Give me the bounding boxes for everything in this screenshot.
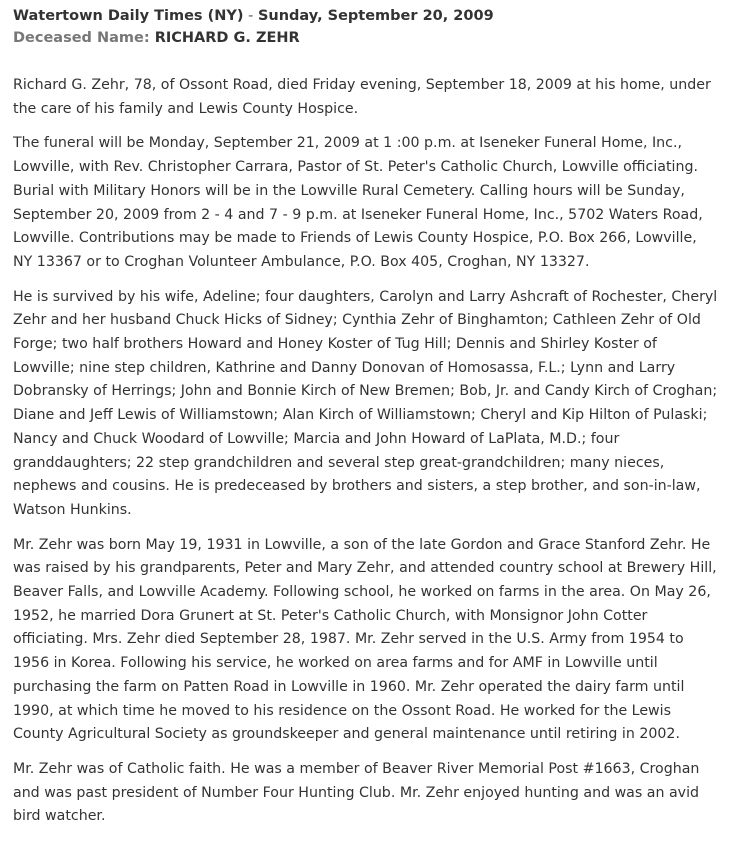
- obituary-body: [13, 74, 719, 829]
- header-separator: -: [243, 8, 258, 24]
- obituary-paragraph-survivors: He is survived by his wife, Adeline; four daughters, Carolyn and Larry Ashcraft of Rochester, Cheryl Zehr and her husband Chuck Hicks of Sidney; Cynthia Zehr of Binghamton; Cathleen Zehr of Old Forge; two half brothers Howard and Honey Koster of Tug Hill; Dennis and Shirley Koster of Lowville; nine step children, Kathrine and Danny Donovan of Homosassa, F.L.; Lynn and Larry Dobransky of Herrings; John and Bonnie Kirch of New Bremen; Bob, Jr. and Candy Kirch of Croghan; Diane and Jeff Lewis of Williamstown; Alan Kirch of Williamstown; Cheryl and Kip Hilton of Pulaski; Nancy and Chuck Woodard of Lowville; Marcia and John Howard of LaPlata, M.D.; four granddaughters; 22 step grandchildren and several step great-grandchildren; many nieces, nephews and cousins. He is predeceased by brothers and sisters, a step brother, and son-in-law, Watson Hunkins.: [13, 288, 718, 518]
- deceased-label: Deceased Name:: [13, 30, 150, 46]
- obituary-paragraph-death-notice: Richard G. Zehr, 78, of Ossont Road, died Friday evening, September 18, 2009 at his home, under the care of his family and Lewis County Hospice.: [13, 77, 711, 117]
- obituary-paragraph-funeral: The funeral will be Monday, September 21, 2009 at 1 :00 p.m. at Iseneker Funeral Home, Inc., Lowville, with Rev. Christopher Carrara, Pastor of St. Peter's Catholic Church, Lowville officiating. Burial with Military Honors will be in the Lowville Rural Cemetery. Calling hours will be Sunday, September 20, 2009 from 2 - 4 and 7 - 9 p.m. at Iseneker Funeral Home, Inc., 5702 Waters Road, Lowville. Contributions may be made to Friends of Lewis County Hospice, P.O. Box 266, Lowville, NY 13367 or to Croghan Volunteer Ambulance, P.O. Box 405, Croghan, NY 13327.: [13, 135, 703, 270]
- obituary-paragraph-biography: Mr. Zehr was born May 19, 1931 in Lowville, a son of the late Gordon and Grace Stanford Zehr. He was raised by his grandparents, Peter and Mary Zehr, and attended country school at Brewery Hill, Beaver Falls, and Lowville Academy. Following school, he worked on farms in the area. On May 26, 1952, he married Dora Grunert at St. Peter's Catholic Church, with Monsignor John Cotter officiating. Mrs. Zehr died September 28, 1987. Mr. Zehr served in the U.S. Army from 1954 to 1956 in Korea. Following his service, he worked on area farms and for AMF in Lowville until purchasing the farm on Patten Road in Lowville in 1960. Mr. Zehr operated the dairy farm until 1990, at which time he moved to his residence on the Ossont Road. He worked for the Lewis County Agricultural Society as groundskeeper and general maintenance until retiring in 2002.: [13, 536, 717, 743]
- publication-header: [13, 5, 719, 27]
- obituary-paragraph-affiliations: Mr. Zehr was of Catholic faith. He was a member of Beaver River Memorial Post #1663, Croghan and was past president of Number Four Hunting Club. Mr. Zehr enjoyed hunting and was an avid bird watcher.: [13, 760, 700, 825]
- publication-name: Watertown Daily Times (NY): [13, 8, 244, 24]
- deceased-name: RICHARD G. ZEHR: [154, 30, 300, 46]
- publication-date: Sunday, September 20, 2009: [257, 8, 494, 24]
- deceased-name-line: [13, 27, 719, 49]
